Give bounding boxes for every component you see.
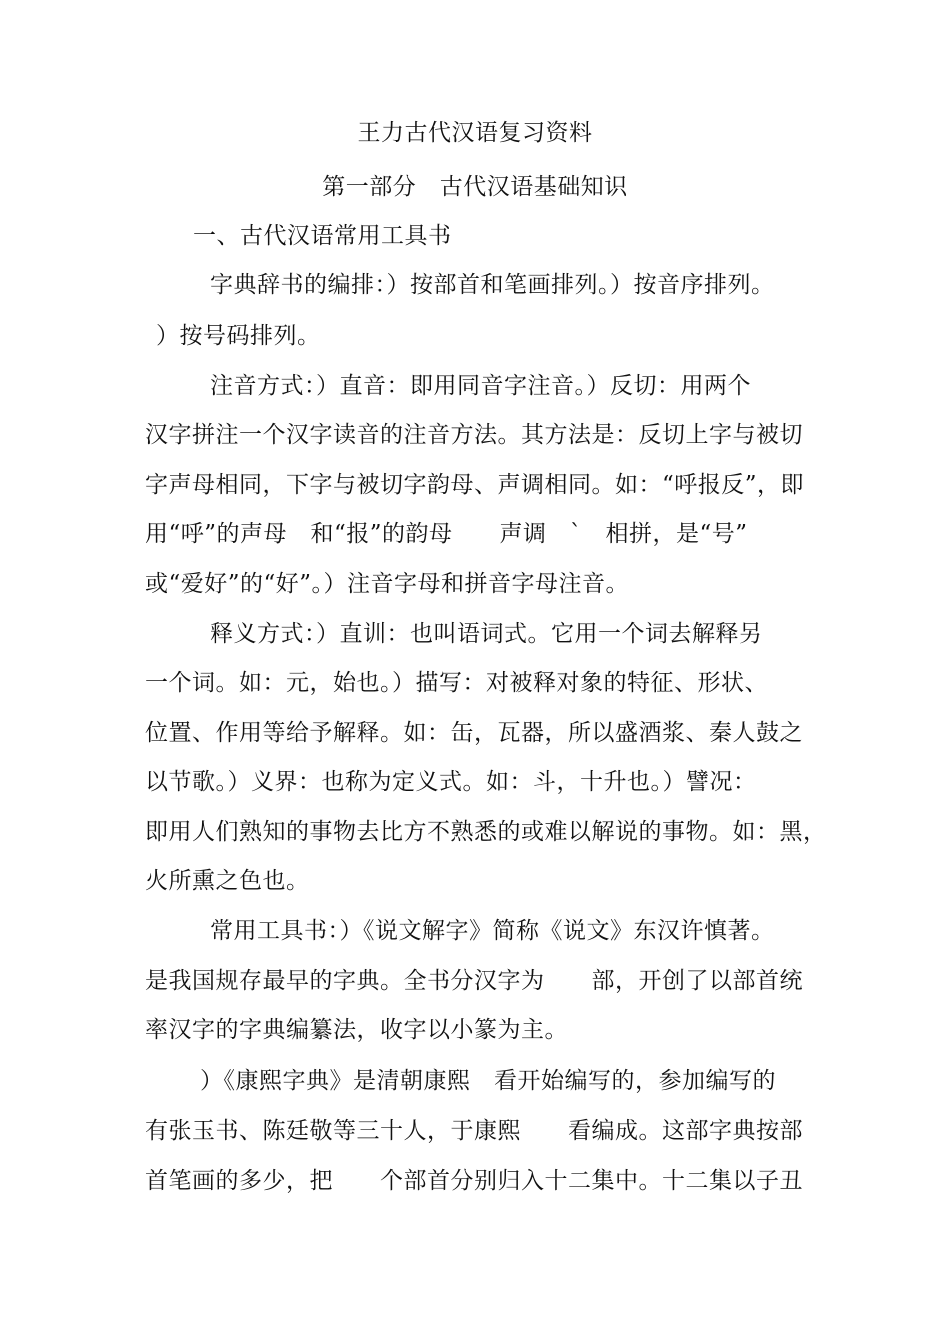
paragraph-line: 率汉字的字典编纂法，收字以小篆为主。 bbox=[145, 1017, 568, 1043]
paragraph-line: 注音方式：）直音：即用同音字注音。）反切：用两个 bbox=[210, 373, 751, 399]
part-title: 第一部分 古代汉语基础知识 bbox=[322, 174, 628, 200]
paragraph-line: 一个词。如：元，始也。）描写：对被释对象的特征、形状、 bbox=[145, 670, 768, 696]
paragraph-line: 常用工具书：）《说文解字》简称《说文》东汉许慎著。 bbox=[210, 918, 775, 944]
paragraph-line: ）《康熙字典》是清朝康熙 看开始编写的，参加编写的 bbox=[200, 1068, 776, 1094]
paragraph-line: 或“爱好”的“好”。）注音字母和拼音字母注音。 bbox=[145, 571, 630, 597]
paragraph-line: 首笔画的多少，把 个部首分别归入十二集中。十二集以子丑 bbox=[145, 1168, 803, 1194]
section-heading: 一、古代汉语常用工具书 bbox=[193, 223, 452, 249]
paragraph-line: 火所熏之色也。 bbox=[145, 868, 310, 894]
paragraph-line: 是我国规存最早的字典。全书分汉字为 部，开创了以部首统 bbox=[145, 968, 803, 994]
paragraph-line: 位置、作用等给予解释。如：缶，瓦器，所以盛酒浆、秦人鼓之 bbox=[145, 720, 803, 746]
paragraph-line: 即用人们熟知的事物去比方不熟悉的或难以解说的事物。如：黑， bbox=[145, 819, 827, 845]
paragraph-line: 字典辞书的编排：）按部首和笔画排列。）按音序排列。 bbox=[210, 272, 775, 298]
paragraph-line: 以节歌。）义界：也称为定义式。如：斗，十升也。）譬况： bbox=[145, 769, 757, 795]
paragraph-line: ）按号码排列。 bbox=[156, 323, 321, 349]
paragraph-line: 释义方式：）直训：也叫语词式。它用一个词去解释另 bbox=[210, 621, 763, 647]
paragraph-line: 有张玉书、陈廷敬等三十人，于康熙 看编成。这部字典按部 bbox=[145, 1118, 803, 1144]
document-title: 王力古代汉语复习资料 bbox=[357, 120, 593, 146]
paragraph-line: 汉字拼注一个汉字读音的注音方法。其方法是：反切上字与被切 bbox=[145, 422, 803, 448]
paragraph-line: 用“呼”的声母 和“报”的韵母 声调 ` 相拼，是“号” bbox=[145, 521, 748, 547]
paragraph-line: 字声母相同，下字与被切字韵母、声调相同。如：“呼报反”，即 bbox=[145, 472, 805, 498]
